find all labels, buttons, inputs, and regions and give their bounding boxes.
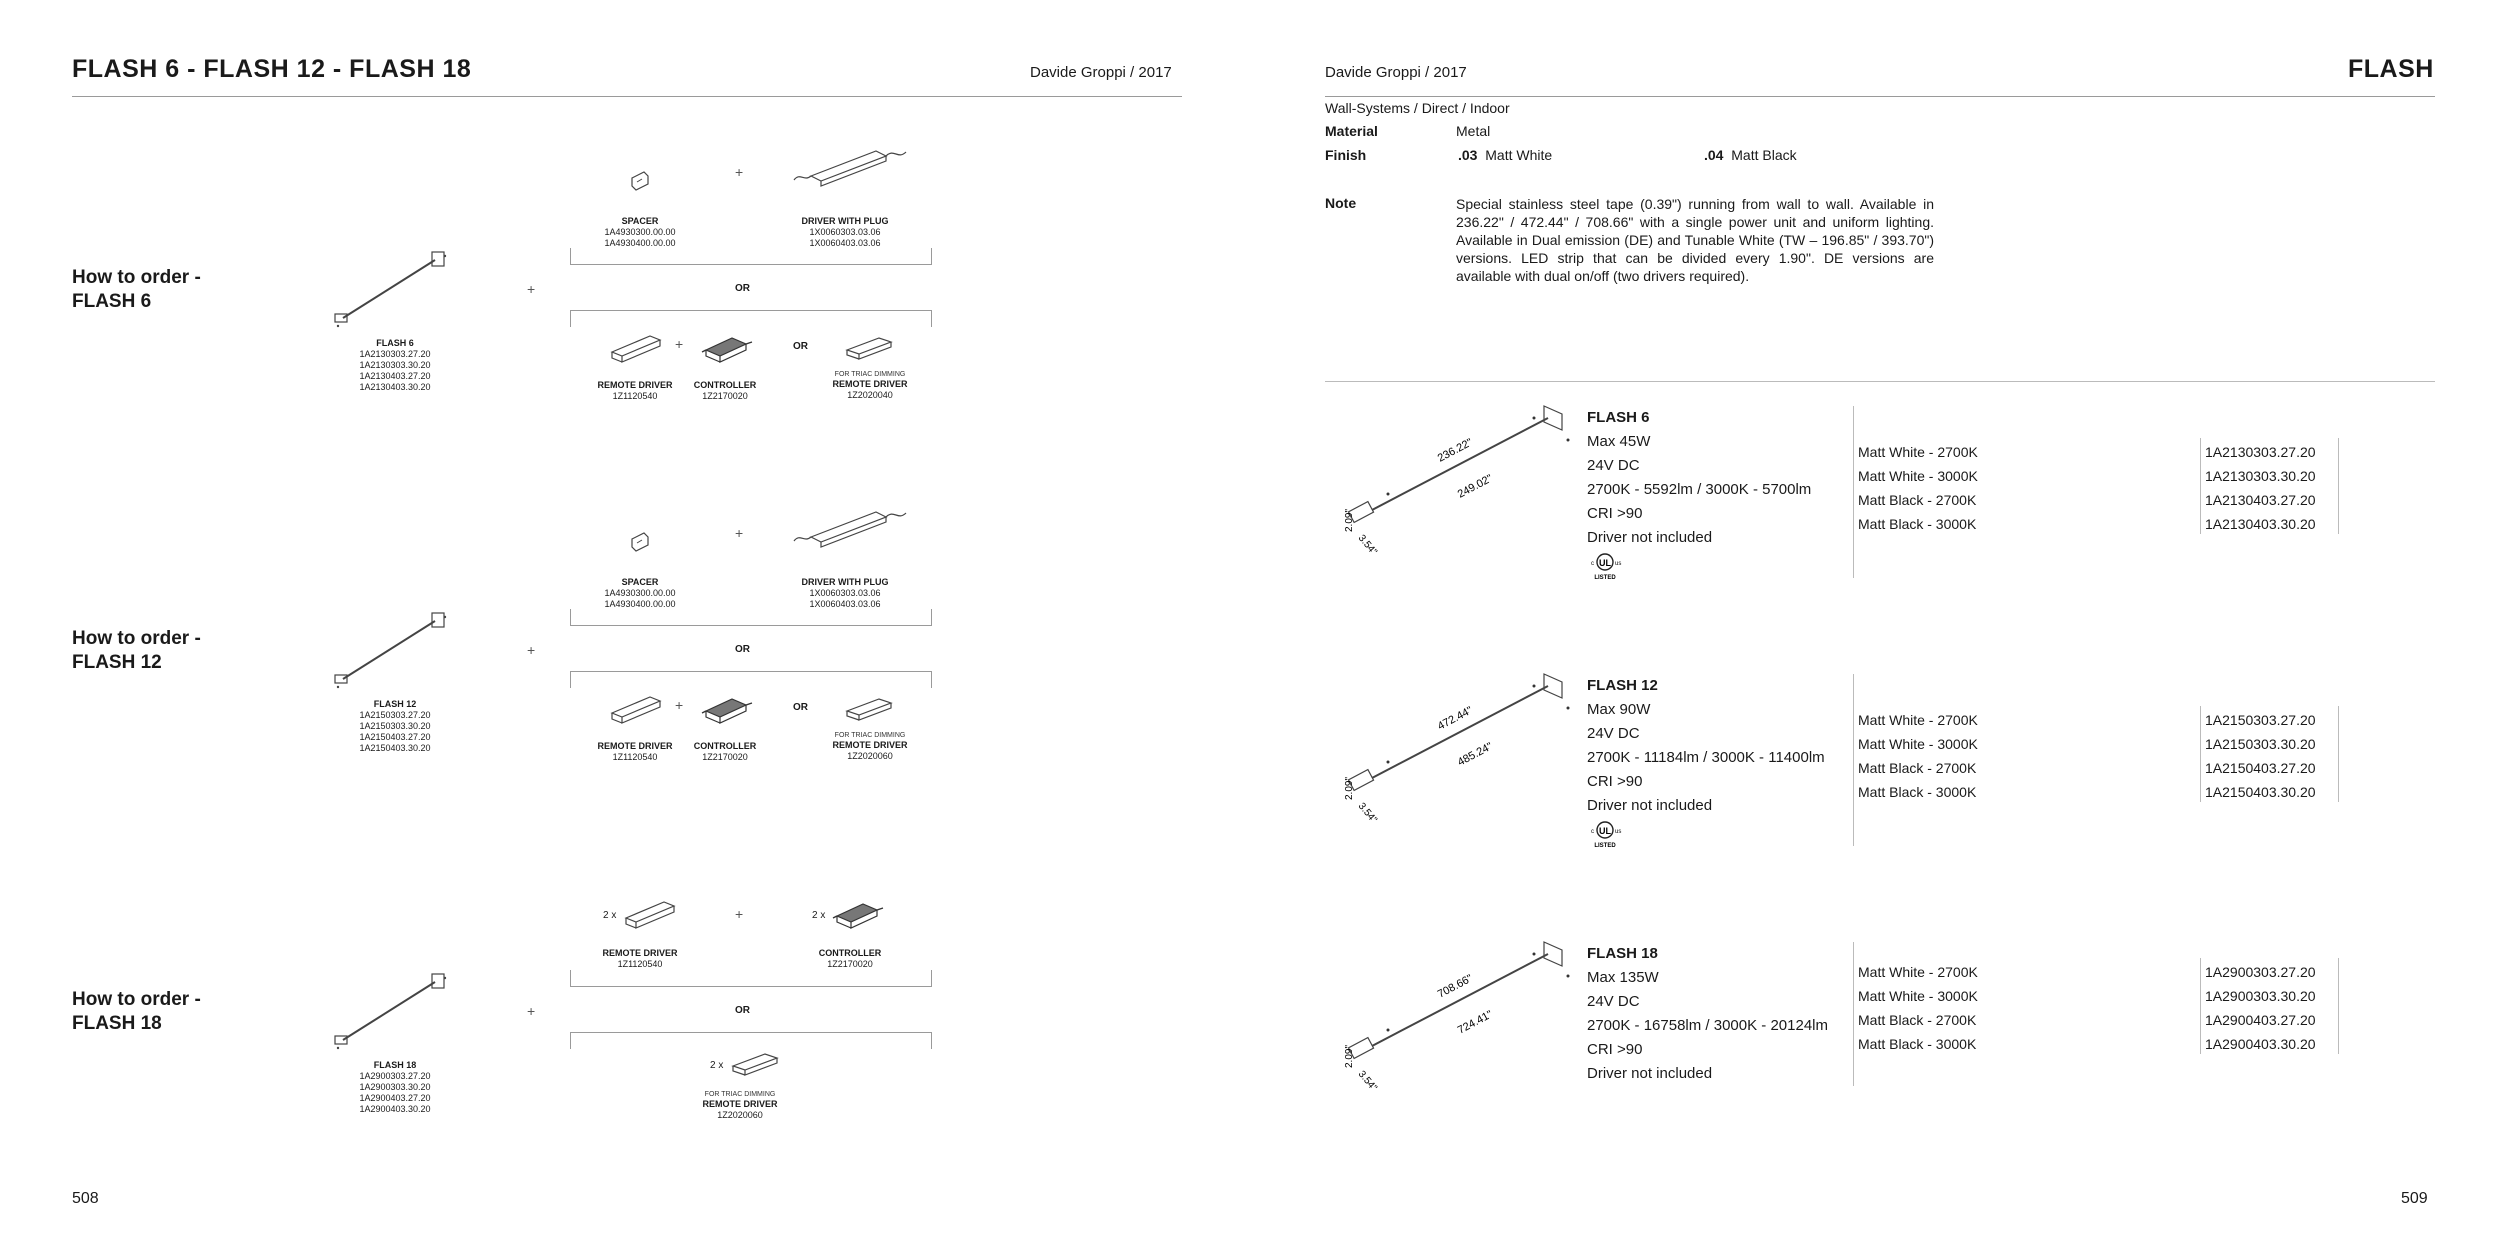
dim-b: 724.41" xyxy=(1455,1008,1495,1037)
code-row: 1A2130303.30.20 xyxy=(2205,468,2316,484)
plus-sign: + xyxy=(675,697,684,713)
remote-driver-label: REMOTE DRIVER xyxy=(597,741,673,751)
spacer-code: 1A4930400.00.00 xyxy=(604,599,676,609)
spacer-block xyxy=(590,216,690,249)
triac-driver-label: REMOTE DRIVER xyxy=(832,740,908,750)
triac-driver-drawing xyxy=(731,1050,779,1076)
spacer-drawing xyxy=(630,168,654,194)
product-code: 1A2150403.30.20 xyxy=(359,743,431,753)
driver-plug-label: DRIVER WITH PLUG xyxy=(801,216,889,226)
dim-a: 708.66" xyxy=(1435,972,1475,1001)
qty-prefix: 2 x xyxy=(710,1060,724,1071)
dim-a: 472.44" xyxy=(1435,704,1475,733)
flash6-dimension-drawing xyxy=(1344,402,1578,558)
controller-block xyxy=(800,948,900,970)
product-code: 1A2130303.27.20 xyxy=(359,349,431,359)
left-page-title: FLASH 6 - FLASH 12 - FLASH 18 xyxy=(72,55,472,83)
finish-option-1 xyxy=(1458,147,1552,163)
option-bracket-bottom xyxy=(570,310,932,327)
controller-label: CONTROLLER xyxy=(818,948,882,958)
flash6-options xyxy=(1858,440,1978,536)
finish-label: Finish xyxy=(1325,147,1367,163)
code-row: 1A2150403.27.20 xyxy=(2205,760,2316,776)
howto-flash18-heading xyxy=(72,988,201,1036)
or-label: OR xyxy=(735,1005,750,1016)
dim-b: 249.02" xyxy=(1455,472,1495,501)
driver-plug-label: DRIVER WITH PLUG xyxy=(801,577,889,587)
driver-with-plug-drawing xyxy=(806,146,906,191)
or-label: OR xyxy=(793,341,808,352)
or-label: OR xyxy=(735,283,750,294)
product-lumen: 2700K - 11184lm / 3000K - 11400lm xyxy=(1587,749,1825,766)
flash12-dimension-drawing xyxy=(1344,670,1578,826)
finish-option-2 xyxy=(1704,147,1797,163)
triac-driver-code: 1Z2020060 xyxy=(717,1110,763,1120)
product-label: FLASH 12 xyxy=(373,699,417,709)
controller-block xyxy=(690,741,760,763)
spacer-code: 1A4930300.00.00 xyxy=(604,588,676,598)
product-code: 1A2900403.27.20 xyxy=(359,1093,431,1103)
spacer-label: SPACER xyxy=(621,577,659,587)
product-code: 1A2150303.30.20 xyxy=(359,721,431,731)
triac-driver-block xyxy=(820,370,920,401)
product-cri: CRI >90 xyxy=(1587,505,1643,522)
product-name: FLASH 6 xyxy=(1587,409,1650,426)
product-lumen: 2700K - 5592lm / 3000K - 5700lm xyxy=(1587,481,1812,498)
remote-driver-drawing xyxy=(610,330,662,364)
option-row: Matt White - 2700K xyxy=(1858,712,1978,728)
code-row: 1A2900403.30.20 xyxy=(2205,1036,2316,1052)
remote-driver-label: REMOTE DRIVER xyxy=(602,948,678,958)
howto-line1: How to order - xyxy=(72,628,201,649)
column-divider xyxy=(1853,942,1854,1086)
note-label: Note xyxy=(1325,195,1357,211)
code-row: 1A2150303.27.20 xyxy=(2205,712,2316,728)
left-header-rule xyxy=(72,96,1182,97)
controller-code: 1Z2170020 xyxy=(702,391,748,401)
driver-plug-code: 1X0060303.03.06 xyxy=(809,227,881,237)
flash12-lamp-drawing xyxy=(335,611,455,691)
left-page-number: 508 xyxy=(72,1190,99,1207)
flash18-dimension-drawing xyxy=(1344,938,1578,1094)
controller-code: 1Z2170020 xyxy=(827,959,873,969)
or-label: OR xyxy=(793,702,808,713)
product-code: 1A2900303.30.20 xyxy=(359,1082,431,1092)
product-cri: CRI >90 xyxy=(1587,1041,1643,1058)
option-row: Matt Black - 3000K xyxy=(1858,1036,1977,1052)
column-divider xyxy=(2338,706,2339,802)
flash12-options xyxy=(1858,708,1978,804)
product-driver-note: Driver not included xyxy=(1587,797,1713,814)
option-bracket-top xyxy=(570,248,932,265)
flash6-specs xyxy=(1587,406,1811,550)
code-row: 1A2130303.27.20 xyxy=(2205,444,2316,460)
howto-line2: FLASH 12 xyxy=(72,652,162,673)
option-row: Matt White - 3000K xyxy=(1858,736,1978,752)
qty-prefix: 2 x xyxy=(812,910,826,921)
remote-driver-block xyxy=(590,380,680,402)
flash18-specs xyxy=(1587,942,1828,1086)
or-label: OR xyxy=(735,644,750,655)
howto-flash6-heading xyxy=(72,266,201,314)
material-value: Metal xyxy=(1456,123,1491,139)
option-bracket-top xyxy=(570,609,932,626)
triac-driver-block xyxy=(690,1090,790,1121)
howto-flash12-heading xyxy=(72,627,201,675)
column-divider xyxy=(2200,706,2201,802)
product-code: 1A2150303.27.20 xyxy=(359,710,431,720)
option-row: Matt Black - 3000K xyxy=(1858,516,1977,532)
product-power: Max 45W xyxy=(1587,433,1651,450)
right-page-number: 509 xyxy=(2401,1190,2428,1207)
plus-sign: + xyxy=(527,642,536,658)
column-divider xyxy=(2200,958,2201,1054)
remote-driver-label: REMOTE DRIVER xyxy=(597,380,673,390)
remote-driver-code: 1Z1120540 xyxy=(612,391,658,401)
product-driver-note: Driver not included xyxy=(1587,529,1713,546)
product-code: 1A2130403.30.20 xyxy=(359,382,431,392)
howto-line2: FLASH 18 xyxy=(72,1013,162,1034)
product-code: 1A2900303.27.20 xyxy=(359,1071,431,1081)
option-bracket-bottom xyxy=(570,1032,932,1049)
product-cri: CRI >90 xyxy=(1587,773,1643,790)
plus-sign: + xyxy=(675,336,684,352)
spacer-block xyxy=(590,577,690,610)
flash18-lamp-drawing xyxy=(335,972,455,1052)
dim-w: 3.54" xyxy=(1355,1068,1379,1094)
column-divider xyxy=(2200,438,2201,534)
option-row: Matt Black - 2700K xyxy=(1858,760,1977,776)
right-page-brand: FLASH xyxy=(2348,55,2434,83)
triac-note: FOR TRIAC DIMMING xyxy=(834,371,906,378)
driver-plug-code: 1X0060303.03.06 xyxy=(809,588,881,598)
dim-h: 2.09" xyxy=(1344,508,1355,532)
triac-note: FOR TRIAC DIMMING xyxy=(834,732,906,739)
remote-driver-code: 1Z1120540 xyxy=(612,752,658,762)
controller-code: 1Z2170020 xyxy=(702,752,748,762)
right-header-rule xyxy=(1325,96,2435,97)
option-row: Matt White - 3000K xyxy=(1858,988,1978,1004)
remote-driver-block xyxy=(590,741,680,763)
dim-b: 485.24" xyxy=(1455,740,1495,769)
column-divider xyxy=(2338,438,2339,534)
plus-sign: + xyxy=(735,525,744,541)
dim-w: 3.54" xyxy=(1355,532,1379,558)
option-row: Matt Black - 2700K xyxy=(1858,1012,1977,1028)
option-row: Matt Black - 3000K xyxy=(1858,784,1977,800)
right-designer: Davide Groppi / 2017 xyxy=(1325,64,1467,81)
flash12-codes xyxy=(2205,708,2316,804)
material-label: Material xyxy=(1325,123,1378,139)
spacer-label: SPACER xyxy=(621,216,659,226)
column-divider xyxy=(2338,958,2339,1054)
code-row: 1A2150403.30.20 xyxy=(2205,784,2316,800)
finish-name: Matt White xyxy=(1485,147,1553,163)
ul-listed-icon xyxy=(1587,820,1625,852)
option-row: Matt White - 3000K xyxy=(1858,468,1978,484)
left-designer: Davide Groppi / 2017 xyxy=(1030,64,1172,81)
product-lumen: 2700K - 16758lm / 3000K - 20124lm xyxy=(1587,1017,1828,1034)
finish-code: .03 xyxy=(1458,147,1478,163)
column-divider xyxy=(1853,406,1854,578)
spacer-code: 1A4930400.00.00 xyxy=(604,238,676,248)
triac-note: FOR TRIAC DIMMING xyxy=(704,1091,776,1098)
flash18-product-block xyxy=(320,1060,470,1115)
product-label: FLASH 6 xyxy=(376,338,414,348)
spacer-drawing xyxy=(630,529,654,555)
flash18-codes xyxy=(2205,960,2316,1056)
dim-a: 236.22" xyxy=(1435,436,1475,465)
code-row: 1A2130403.27.20 xyxy=(2205,492,2316,508)
triac-driver-code: 1Z2020040 xyxy=(847,390,893,400)
remote-driver-code: 1Z1120540 xyxy=(617,959,663,969)
remote-driver-drawing xyxy=(610,691,662,725)
remote-driver-drawing xyxy=(624,896,676,930)
controller-label: CONTROLLER xyxy=(693,380,757,390)
triac-driver-drawing xyxy=(845,695,893,721)
option-row: Matt White - 2700K xyxy=(1858,444,1978,460)
code-row: 1A2150303.30.20 xyxy=(2205,736,2316,752)
dim-h: 2.09" xyxy=(1344,1044,1355,1068)
plus-sign: + xyxy=(735,906,744,922)
triac-driver-drawing xyxy=(845,334,893,360)
flash12-product-block xyxy=(320,699,470,754)
controller-label: CONTROLLER xyxy=(693,741,757,751)
code-row: 1A2900403.27.20 xyxy=(2205,1012,2316,1028)
howto-line2: FLASH 6 xyxy=(72,291,152,312)
flash6-codes xyxy=(2205,440,2316,536)
code-row: 1A2900303.27.20 xyxy=(2205,964,2316,980)
driver-plug-block xyxy=(780,577,910,610)
controller-drawing xyxy=(833,896,883,930)
driver-with-plug-drawing xyxy=(806,507,906,552)
code-row: 1A2900303.30.20 xyxy=(2205,988,2316,1004)
howto-line1: How to order - xyxy=(72,989,201,1010)
finish-code: .04 xyxy=(1704,147,1724,163)
option-bracket-top xyxy=(570,970,932,987)
triac-driver-block xyxy=(820,731,920,762)
section-rule xyxy=(1325,381,2435,382)
triac-driver-label: REMOTE DRIVER xyxy=(832,379,908,389)
note-text: Special stainless steel tape (0.39") running from wall to wall. Available in 236.22" / 472.44" / 708.66" with a single power unit and uniform lighting. Available in Dual emission (DE) and Tunable White (TW – 196.85" / 393.70") versions. LED strip that can be divided every 1.90". DE versions are available with dual on/off (two drivers required). xyxy=(1456,196,1934,284)
option-row: Matt White - 2700K xyxy=(1858,964,1978,980)
product-code: 1A2150403.27.20 xyxy=(359,732,431,742)
product-code: 1A2130403.27.20 xyxy=(359,371,431,381)
product-code: 1A2130303.30.20 xyxy=(359,360,431,370)
flash6-lamp-drawing xyxy=(335,250,455,330)
flash6-product-block xyxy=(320,338,470,393)
spacer-code: 1A4930300.00.00 xyxy=(604,227,676,237)
product-label: FLASH 18 xyxy=(373,1060,417,1070)
option-bracket-bottom xyxy=(570,671,932,688)
triac-driver-code: 1Z2020060 xyxy=(847,751,893,761)
driver-plug-code: 1X0060403.03.06 xyxy=(809,599,881,609)
product-power: Max 135W xyxy=(1587,969,1659,986)
driver-plug-block xyxy=(780,216,910,249)
product-voltage: 24V DC xyxy=(1587,725,1640,742)
product-voltage: 24V DC xyxy=(1587,457,1640,474)
product-power: Max 90W xyxy=(1587,701,1651,718)
triac-driver-label: REMOTE DRIVER xyxy=(702,1099,778,1109)
code-row: 1A2130403.30.20 xyxy=(2205,516,2316,532)
controller-drawing xyxy=(702,330,752,364)
category-text: Wall-Systems / Direct / Indoor xyxy=(1325,100,1510,116)
driver-plug-code: 1X0060403.03.06 xyxy=(809,238,881,248)
product-code: 1A2900403.30.20 xyxy=(359,1104,431,1114)
column-divider xyxy=(1853,674,1854,846)
qty-prefix: 2 x xyxy=(603,910,617,921)
remote-driver-block xyxy=(590,948,690,970)
flash12-specs xyxy=(1587,674,1825,818)
dim-w: 3.54" xyxy=(1355,800,1379,826)
controller-drawing xyxy=(702,691,752,725)
howto-line1: How to order - xyxy=(72,267,201,288)
option-row: Matt Black - 2700K xyxy=(1858,492,1977,508)
dim-h: 2.09" xyxy=(1344,776,1355,800)
plus-sign: + xyxy=(527,281,536,297)
finish-name: Matt Black xyxy=(1731,147,1797,163)
product-name: FLASH 18 xyxy=(1587,945,1658,962)
plus-sign: + xyxy=(527,1003,536,1019)
product-name: FLASH 12 xyxy=(1587,677,1658,694)
flash18-options xyxy=(1858,960,1978,1056)
product-driver-note: Driver not included xyxy=(1587,1065,1713,1082)
controller-block xyxy=(690,380,760,402)
plus-sign: + xyxy=(735,164,744,180)
ul-listed-icon xyxy=(1587,552,1625,584)
product-voltage: 24V DC xyxy=(1587,993,1640,1010)
